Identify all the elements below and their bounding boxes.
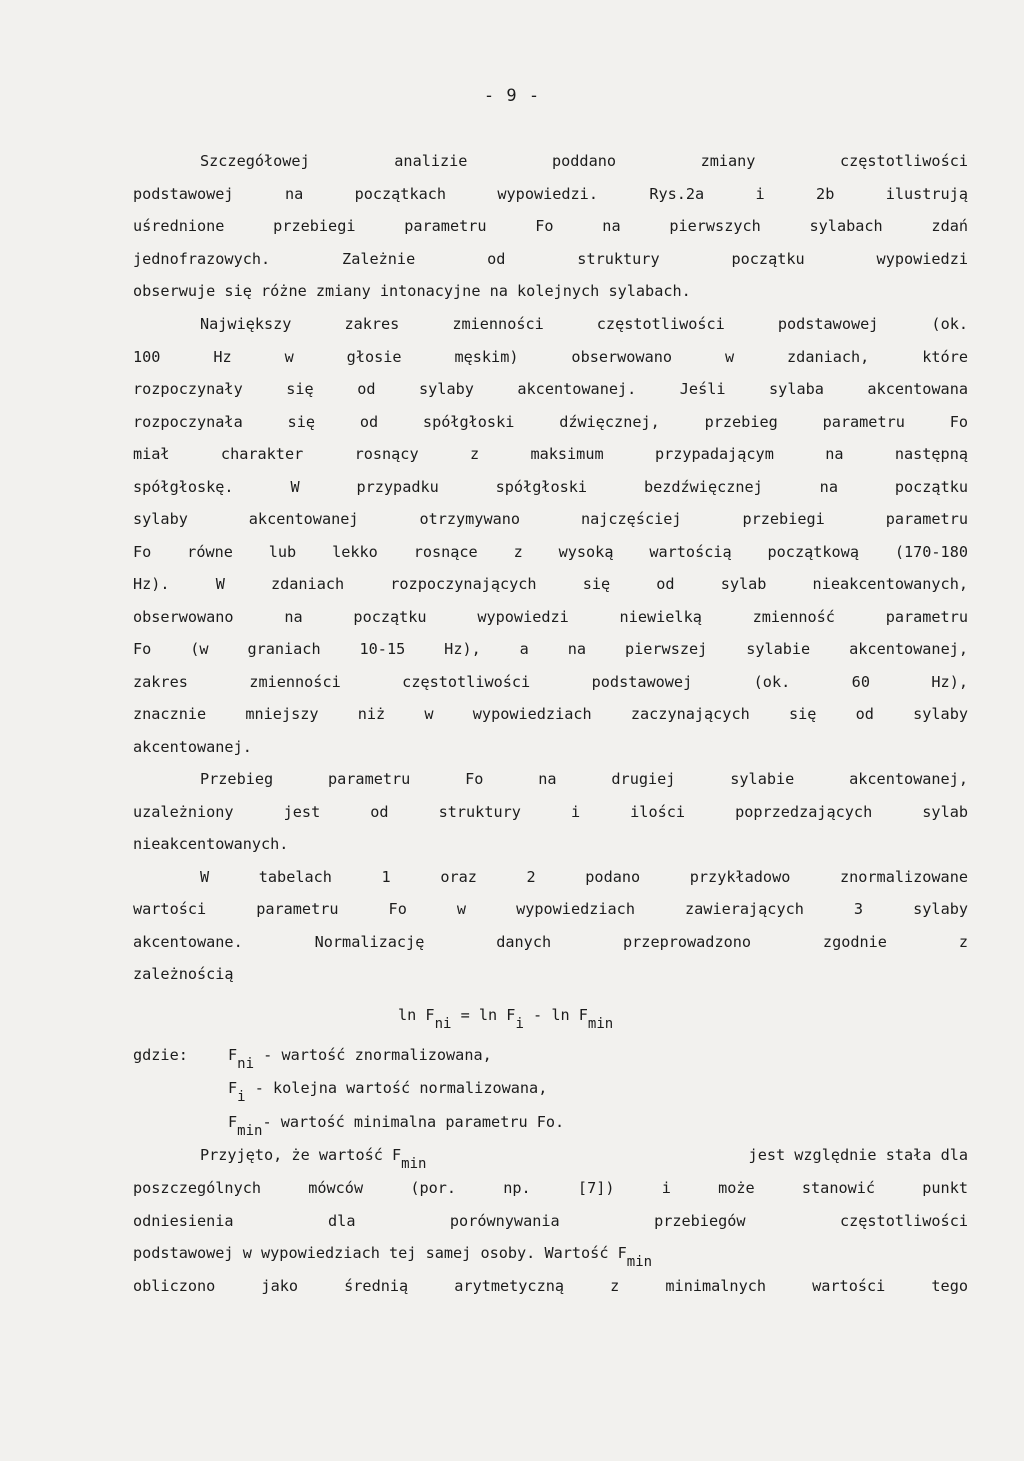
- definition-item: Fmin- wartość minimalna parametru Fo.: [228, 1113, 565, 1139]
- text-line: nieakcentowanych.: [133, 835, 289, 853]
- text-line: Przebieg parametru Fo na drugiej sylabie akcentowanej,: [200, 770, 968, 788]
- definition-item: Fi - kolejna wartość normalizowana,: [228, 1079, 548, 1105]
- text-line: podstawowej w wypowiedziach tej samej osoby. Wartość Fmin: [133, 1244, 653, 1270]
- text-line: obserwowano na początku wypowiedzi niewielką zmienność parametru: [133, 608, 968, 626]
- text-line: W tabelach 1 oraz 2 podano przykładowo znormalizowane: [200, 868, 968, 886]
- text-line: akcentowane. Normalizację danych przeprowadzono zgodnie z: [133, 933, 968, 951]
- text-line: poszczególnych mówców (por. np. [7]) i może stanowić punkt: [133, 1179, 968, 1197]
- text-line: wartości parametru Fo w wypowiedziach zawierających 3 sylaby: [133, 900, 968, 918]
- text-line: uśrednione przebiegi parametru Fo na pierwszych sylabach zdań: [133, 217, 968, 235]
- text-line: Przyjęto, że wartość Fmin: [200, 1146, 427, 1172]
- text-line: Fo równe lub lekko rosnące z wysoką wartością początkową (170-180: [133, 543, 968, 561]
- text-line: zakres zmienności częstotliwości podstawowej (ok. 60 Hz),: [133, 673, 968, 691]
- definition-item: Fni - wartość znormalizowana,: [228, 1046, 492, 1072]
- text-line: obserwuje się różne zmiany intonacyjne na kolejnych sylabach.: [133, 282, 691, 300]
- page-number: - 9 -: [483, 86, 541, 106]
- definition-where: gdzie:: [133, 1046, 188, 1064]
- text-line: obliczono jako średnią arytmetyczną z minimalnych wartości tego: [133, 1277, 968, 1295]
- text-line: uzależniony jest od struktury i ilości poprzedzających sylab: [133, 803, 968, 821]
- text-line: miał charakter rosnący z maksimum przypadającym na następną: [133, 445, 968, 463]
- text-line: jednofrazowych. Zależnie od struktury początku wypowiedzi: [133, 250, 968, 268]
- text-line: podstawowej na początkach wypowiedzi. Rys.2a i 2b ilustrują: [133, 185, 968, 203]
- text-line: odniesienia dla porównywania przebiegów częstotliwości: [133, 1212, 968, 1230]
- text-line: zależnością: [133, 965, 234, 983]
- text-line: akcentowanej.: [133, 738, 252, 756]
- text-line: znacznie mniejszy niż w wypowiedziach zaczynających się od sylaby: [133, 705, 968, 723]
- text-line: jest względnie stała dla: [748, 1146, 968, 1164]
- text-line: rozpoczynały się od sylaby akcentowanej. Jeśli sylaba akcentowana: [133, 380, 968, 398]
- text-line: spółgłoskę. W przypadku spółgłoski bezdźwięcznej na początku: [133, 478, 968, 496]
- text-line: Hz). W zdaniach rozpoczynających się od sylab nieakcentowanych,: [133, 575, 968, 593]
- text-line: 100 Hz w głosie męskim) obserwowano w zdaniach, które: [133, 348, 968, 366]
- text-line: sylaby akcentowanej otrzymywano najczęściej przebiegi parametru: [133, 510, 968, 528]
- text-line: Szczegółowej analizie poddano zmiany częstotliwości: [200, 152, 968, 170]
- normalization-formula: ln Fni = ln Fi - ln Fmin: [398, 1006, 614, 1032]
- text-line: Fo (w graniach 10-15 Hz), a na pierwszej sylabie akcentowanej,: [133, 640, 968, 658]
- text-line: rozpoczynała się od spółgłoski dźwięcznej, przebieg parametru Fo: [133, 413, 968, 431]
- text-line: Największy zakres zmienności częstotliwości podstawowej (ok.: [200, 315, 968, 333]
